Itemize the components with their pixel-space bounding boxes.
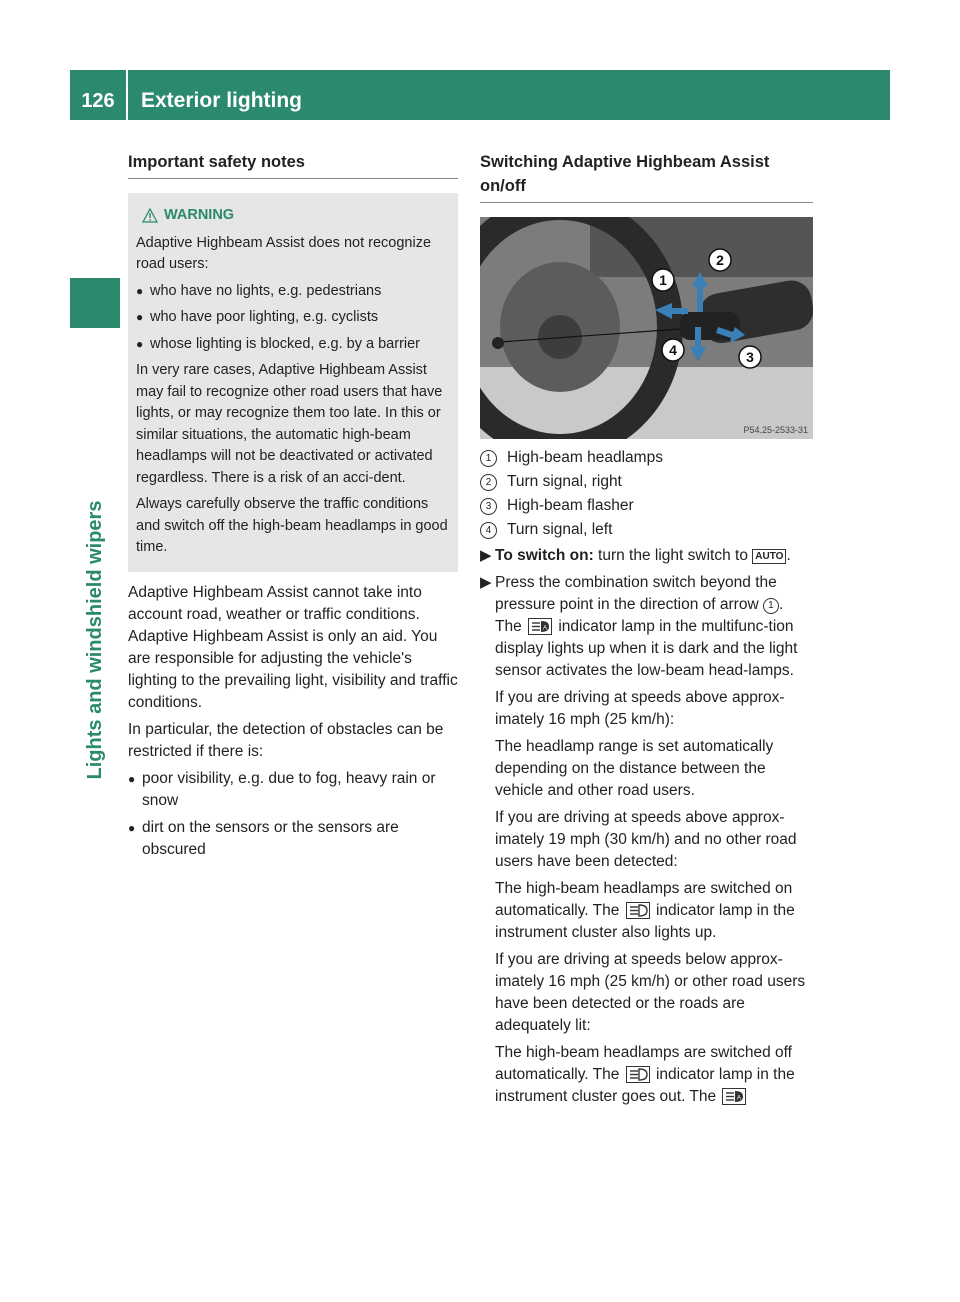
adaptive-highbeam-indicator-icon bbox=[528, 618, 552, 635]
step-body: The bbox=[495, 618, 522, 635]
warning-box bbox=[128, 193, 458, 572]
step-body: indicator lamp in the multifunc-tion display lights up when it is dark and the light sensor activates the low-beam head-lamps. bbox=[495, 618, 798, 679]
body-text: The high-beam headlamps are switched on automatically. The bbox=[495, 880, 793, 919]
warning-header bbox=[142, 205, 450, 227]
svg-text:1: 1 bbox=[659, 272, 667, 288]
legend-number: 3 bbox=[480, 498, 497, 515]
step-label: To switch on: bbox=[495, 547, 594, 564]
safety-heading: Important safety notes bbox=[128, 150, 458, 179]
step-arrow-icon: ▶ bbox=[480, 574, 492, 591]
adaptive-highbeam-indicator-icon bbox=[722, 1088, 746, 1105]
arrow-number: 1 bbox=[763, 598, 779, 614]
body-paragraph: If you are driving at speeds above approx-imately 19 mph (30 km/h) and no other road users have been detected: bbox=[495, 809, 797, 870]
instruction-step bbox=[480, 572, 813, 1113]
svg-text:2: 2 bbox=[716, 252, 724, 268]
warning-bullet bbox=[136, 334, 450, 356]
legend-item bbox=[480, 519, 813, 541]
section-title: Exterior lighting bbox=[141, 89, 303, 112]
legend-item bbox=[480, 471, 813, 493]
body-text: The high-beam headlamps are switched off automatically. The bbox=[495, 1044, 792, 1083]
svg-text:4: 4 bbox=[669, 342, 677, 358]
auto-switch-icon: AUTO bbox=[752, 549, 786, 564]
step-body: turn the light switch to bbox=[598, 547, 748, 564]
bullet-text: dirt on the sensors or the sensors are obscured bbox=[142, 818, 399, 858]
body-paragraph: In particular, the detection of obstacles can be restricted if there is: bbox=[128, 720, 444, 760]
image-code: P54.25-2533-31 bbox=[743, 425, 808, 435]
highbeam-indicator-icon bbox=[626, 902, 650, 919]
bullet-icon: ● bbox=[128, 820, 136, 835]
legend-item bbox=[480, 495, 813, 517]
body-paragraph: If you are driving at speeds above approx-imately 16 mph (25 km/h): bbox=[495, 689, 785, 728]
bullet-text: who have no lights, e.g. pedestrians bbox=[150, 282, 382, 299]
warning-bullet bbox=[136, 307, 450, 329]
body-text: indicator lamp in the instrument cluster also lights up. bbox=[495, 902, 795, 941]
bullet-text: poor visibility, e.g. due to fog, heavy rain or snow bbox=[142, 769, 436, 809]
switching-heading: Switching Adaptive Highbeam Assist on/off bbox=[480, 150, 813, 203]
bullet-text: who have poor lighting, e.g. cyclists bbox=[150, 309, 379, 325]
warning-triangle-icon bbox=[142, 208, 158, 223]
svg-text:3: 3 bbox=[746, 349, 754, 365]
body-paragraph: Adaptive Highbeam Assist cannot take into account road, weather or traffic conditions. Adaptive Highbeam Assist is only an aid. You are responsible for adjusting the vehicle's lighting to the prevailing light, visibility and traffic conditions. bbox=[128, 583, 458, 711]
warning-paragraph: In very rare cases, Adaptive Highbeam Assist may fail to recognize other road users that have lights, or may recognize them too late. In this or similar situations, the automatic high-beam headlamps will not be deactivated or activated regardless. There is a risk of an acci-dent. bbox=[136, 362, 443, 486]
legend-item bbox=[480, 447, 813, 469]
warning-paragraph: Always carefully observe the traffic conditions and switch off the high-beam headlamps in good time. bbox=[136, 496, 448, 555]
legend-text: High-beam flasher bbox=[507, 497, 634, 514]
page-number: 126 bbox=[81, 90, 115, 112]
chapter-label: Lights and windshield wipers bbox=[84, 500, 106, 780]
step-text: To switch on: turn the light switch to AUTO . bbox=[495, 547, 791, 564]
warning-intro: Adaptive Highbeam Assist does not recognize road users: bbox=[136, 234, 432, 272]
warning-bullet bbox=[136, 281, 450, 303]
warning-label: WARNING bbox=[164, 207, 235, 223]
legend-number: 2 bbox=[480, 474, 497, 491]
highbeam-indicator-icon bbox=[626, 1066, 650, 1083]
step-content: Press the combination switch beyond the pressure point in the direction of arrow 1 . The A indicator lamp in the multifunc-tion display lights up when it is dark and the light sensor activates the low-beam head-lamps. If you are driving at speeds above approx-imately 16 mph (25 km/h): The headlamp range is set automatically depending on the distance between the vehicle and other road users. If you are driving at speeds above approx-imately 19 mph (30 km/h) and no other road users have been detected: The high-beam headlamps are switched on automatically. The indicator lamp in the instrument cluster also lights up. If you are driving at speeds below approx-imately 16 mph (25 km/h) or other road users have been detected or the roads are adequately lit: The high-beam headlamps are switched off automatically. The indicator lamp in the instrument cluster goes out. The A bbox=[495, 572, 813, 1113]
instruction-step bbox=[480, 545, 813, 567]
step-body: Press the combination switch beyond the pressure point in the direction of arrow bbox=[495, 574, 777, 613]
list-item bbox=[128, 817, 458, 861]
body-paragraph: The headlamp range is set automatically depending on the distance between the vehicle and other road users. bbox=[495, 738, 774, 799]
chapter-tab bbox=[70, 278, 120, 328]
legend-number: 4 bbox=[480, 522, 497, 539]
body-text: indicator lamp in the instrument cluster goes out. The bbox=[495, 1066, 795, 1105]
body-paragraph: If you are driving at speeds below approx-imately 16 mph (25 km/h) or other road users have been detected or the roads are adequately lit: bbox=[495, 951, 806, 1034]
left-column bbox=[128, 150, 458, 866]
bullet-text: whose lighting is blocked, e.g. by a barrier bbox=[150, 335, 421, 352]
bullet-icon: ● bbox=[136, 336, 144, 351]
combination-switch-figure bbox=[480, 217, 813, 439]
right-column bbox=[480, 150, 813, 1118]
bullet-icon: ● bbox=[128, 771, 136, 786]
legend-text: Turn signal, right bbox=[507, 473, 622, 490]
legend-text: Turn signal, left bbox=[507, 521, 613, 538]
step-arrow-icon: ▶ bbox=[480, 547, 492, 564]
bullet-icon: ● bbox=[136, 310, 144, 324]
header-divider bbox=[126, 70, 128, 120]
svg-text:A: A bbox=[543, 625, 548, 632]
bullet-icon: ● bbox=[136, 283, 144, 298]
legend-number: 1 bbox=[480, 450, 497, 467]
legend-text: High-beam headlamps bbox=[507, 449, 663, 466]
svg-text:A: A bbox=[737, 1095, 742, 1102]
combination-switch-photo bbox=[480, 217, 813, 439]
list-item bbox=[128, 768, 458, 812]
